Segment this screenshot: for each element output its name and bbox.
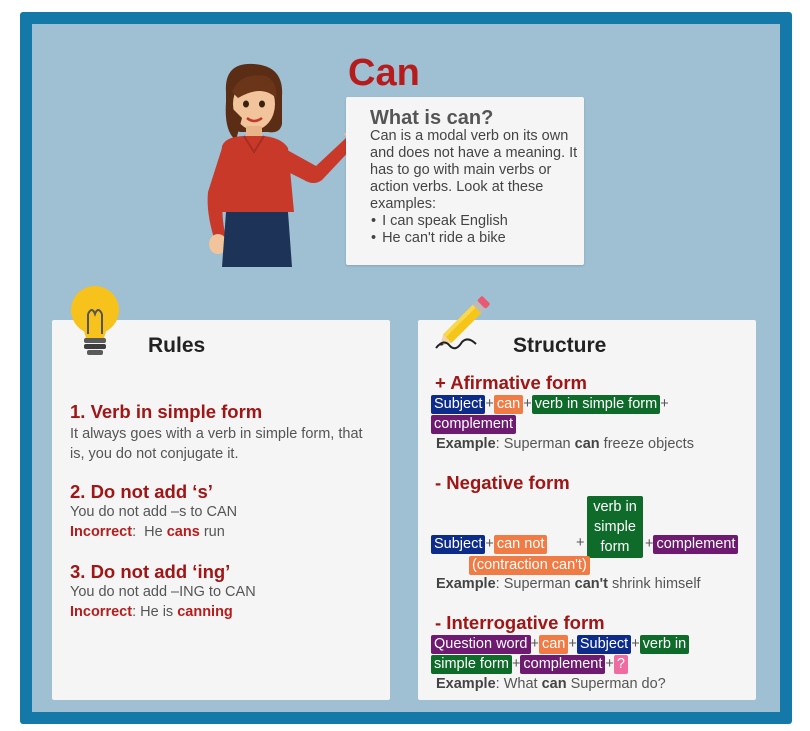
plus-sign: + xyxy=(485,396,494,412)
plus-sign: + xyxy=(660,396,669,412)
contraction-row xyxy=(469,556,590,575)
interrogative-heading: - Interrogative form xyxy=(435,612,605,633)
rule-2-text: You do not add –s to CAN xyxy=(70,504,238,520)
example-text-end: shrink himself xyxy=(607,576,701,592)
rule-2-heading: 2. Do not add ‘s’ xyxy=(70,481,213,502)
example-bold: can't xyxy=(574,576,608,592)
complement-tag: complement xyxy=(431,415,516,434)
complement-tag: complement xyxy=(653,535,738,554)
example-label: Example xyxy=(436,676,496,692)
incorrect-text: He xyxy=(144,524,167,540)
plus-sign: + xyxy=(631,636,640,652)
what-example-1: • I can speak English xyxy=(371,213,508,230)
plus-sign: + xyxy=(523,396,532,412)
rule-2-incorrect: Incorrect: He cans run xyxy=(70,524,225,540)
interrogative-formula xyxy=(431,635,689,654)
subject-tag: Subject xyxy=(431,535,485,554)
example-text-end: freeze objects xyxy=(599,436,694,452)
structure-title: Structure xyxy=(513,334,607,357)
subject-tag: Subject xyxy=(577,635,631,654)
plus-sign: + xyxy=(576,535,585,551)
affirmative-heading: + Afirmative form xyxy=(435,372,587,393)
can-tag: can xyxy=(539,635,568,654)
affirmative-formula xyxy=(431,395,669,414)
example-label: Example xyxy=(436,576,496,592)
verb-in-tag: verb in xyxy=(640,635,690,654)
what-text: Can is a modal verb on its own and does not have a meaning. It has to go with main verbs or action verbs. Look at these examples: xyxy=(370,128,578,212)
plus-sign: + xyxy=(530,636,539,652)
complement-tag: complement xyxy=(520,655,605,674)
incorrect-label: Incorrect xyxy=(70,524,133,540)
what-examples xyxy=(371,213,508,247)
teacher-illustration xyxy=(196,62,366,267)
incorrect-bold: canning xyxy=(177,604,233,620)
rules-panel xyxy=(52,320,390,700)
rules-title: Rules xyxy=(148,334,206,357)
plus-sign: + xyxy=(568,636,577,652)
rule-1-text: It always goes with a verb in simple form, that is, you do not conjugate it. xyxy=(70,426,363,462)
negative-example: Example: Superman can't shrink himself xyxy=(436,576,701,592)
form-text: form xyxy=(600,539,630,555)
simple-form-tag: simple form xyxy=(431,655,512,674)
subject-tag: Subject xyxy=(431,395,485,414)
example-text: Superman xyxy=(503,576,575,592)
plus-sign: + xyxy=(605,656,614,672)
lightbulb-icon xyxy=(68,284,122,360)
negative-complement-wrap xyxy=(645,535,738,554)
incorrect-bold: cans xyxy=(166,524,200,540)
affirmative-example: Example: Superman can freeze objects xyxy=(436,436,694,452)
contraction-tag: (contraction can't) xyxy=(469,556,590,575)
question-word-tag: Question word xyxy=(431,635,531,654)
plus-sign: + xyxy=(485,536,494,552)
example-text: Superman xyxy=(503,436,575,452)
plus-sign-wrap xyxy=(576,535,584,551)
example-label: Example xyxy=(436,436,496,452)
example-text-end: Superman do? xyxy=(566,676,666,692)
incorrect-label: Incorrect xyxy=(70,604,133,620)
negative-heading: - Negative form xyxy=(435,472,570,493)
affirmative-formula-2 xyxy=(431,415,516,434)
structure-panel xyxy=(418,320,756,700)
page-title: Can xyxy=(348,52,420,94)
rule-3-heading: 3. Do not add ‘ing’ xyxy=(70,561,231,582)
rule-1-heading: 1. Verb in simple form xyxy=(70,401,263,422)
what-is-can-box xyxy=(346,97,584,265)
can-tag: can xyxy=(494,395,523,414)
verb-tag: verb in simple form xyxy=(532,395,660,414)
example-text: What xyxy=(503,676,542,692)
incorrect-text: He is xyxy=(140,604,178,620)
interrogative-example: Example: What can Superman do? xyxy=(436,676,666,692)
negative-formula xyxy=(431,535,547,554)
pencil-icon xyxy=(430,286,500,356)
verb-in-text: verb in xyxy=(593,499,637,515)
question-mark-tag: ? xyxy=(614,655,628,674)
verb-stacked-tag xyxy=(587,496,643,558)
what-example-2: • He can't ride a bike xyxy=(371,230,508,247)
what-heading: What is can? xyxy=(370,107,494,129)
interrogative-formula-2 xyxy=(431,655,628,674)
example-bold: can xyxy=(574,436,600,452)
rule-3-text: You do not add –ING to CAN xyxy=(70,584,256,600)
example-bold: can xyxy=(541,676,567,692)
rule-3-incorrect: Incorrect: He is canning xyxy=(70,604,233,620)
cannot-tag: can not xyxy=(494,535,548,554)
plus-sign: + xyxy=(645,536,654,552)
plus-sign: + xyxy=(511,656,521,672)
incorrect-text-end: run xyxy=(199,524,225,540)
simple-text: simple xyxy=(594,519,636,535)
